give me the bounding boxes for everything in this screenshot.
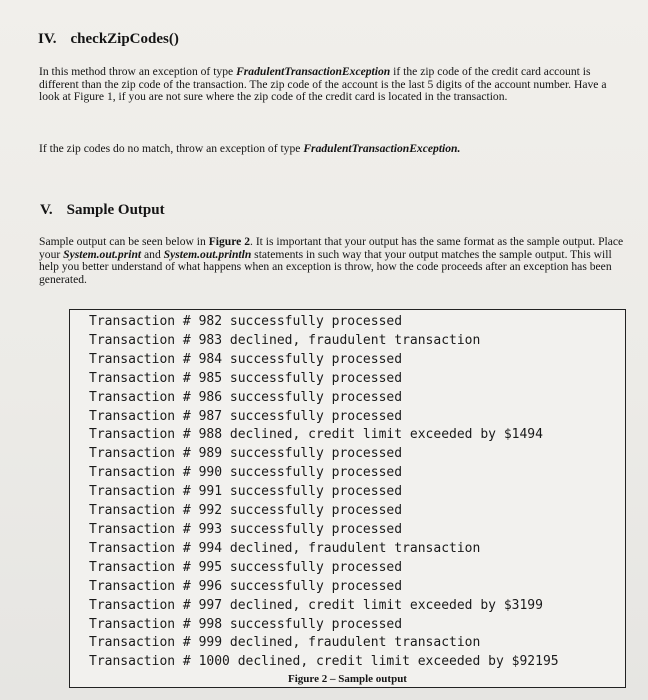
paragraph-text: Sample output can be seen below in <box>39 235 209 248</box>
section-v-title: Sample Output <box>66 202 165 218</box>
sample-output-line: Transaction # 986 successfully processed <box>89 389 403 405</box>
sample-output-line: Transaction # 982 successfully processed <box>89 314 403 329</box>
section-iv-paragraph-2 <box>39 143 624 156</box>
bold-text: Figure 2 <box>208 235 251 248</box>
paragraph-text: If the zip codes do no match, throw an exception of type <box>39 142 304 155</box>
sample-output-box <box>69 309 626 675</box>
emphasized-text: FradulentTransactionException. <box>303 142 461 155</box>
sample-output-line: Transaction # 994 declined, fraudulent transaction <box>89 540 481 556</box>
section-v-paragraph-1 <box>39 236 627 286</box>
paragraph-text: statements in such way that your output matches the sample output. This will help you better understand of what happens when an exception is throw, how the code proceeds after an exception has been generated. <box>39 247 612 286</box>
figure-caption: Figure 2 – Sample output <box>69 672 626 688</box>
sample-output-line: Transaction # 991 successfully processed <box>89 484 403 500</box>
section-v-heading <box>40 202 165 219</box>
sample-output-line: Transaction # 992 successfully processed <box>89 503 403 519</box>
paragraph-text: if the zip code of the credit card account is different than the zip code of the transaction. The zip code of the account is the last 5 digits of the account number. Have a look at Figure 1, if you are not sure where the zip code of the credit card is located in the transaction. <box>39 65 607 104</box>
sample-output-line: Transaction # 985 successfully processed <box>89 370 403 386</box>
sample-output-line: Transaction # 996 successfully processed <box>89 578 403 594</box>
sample-output-line: Transaction # 990 successfully processed <box>89 465 403 481</box>
section-iv-title: checkZipCodes() <box>70 31 179 47</box>
sample-output-lines <box>89 313 625 672</box>
section-iv-paragraph-1 <box>39 66 624 104</box>
sample-output-line: Transaction # 983 declined, fraudulent transaction <box>89 332 481 348</box>
sample-output-line: Transaction # 998 successfully processed <box>89 616 403 632</box>
sample-output-line: Transaction # 997 declined, credit limit exceeded by $3199 <box>89 597 543 613</box>
section-iv-number: IV. <box>38 31 57 47</box>
sample-output-line: Transaction # 1000 declined, credit limit exceeded by $92195 <box>89 654 559 670</box>
sample-output-line: Transaction # 988 declined, credit limit exceeded by $1494 <box>89 427 543 443</box>
sample-output-line: Transaction # 995 successfully processed <box>89 559 403 575</box>
sample-output-line: Transaction # 987 successfully processed <box>89 408 403 424</box>
paragraph-text: . It is important that your output has the same format as the sample output. Place your <box>39 235 624 261</box>
emphasized-text: FradulentTransactionException <box>236 65 391 78</box>
paragraph-text: and <box>141 247 164 261</box>
section-v-number: V. <box>40 202 53 218</box>
sample-output-line: Transaction # 999 declined, fraudulent transaction <box>89 635 481 651</box>
sample-output-line: Transaction # 984 successfully processed <box>89 351 403 367</box>
paragraph-text: In this method throw an exception of type <box>39 65 237 78</box>
sample-output-line: Transaction # 993 successfully processed <box>89 521 403 537</box>
sample-output-line: Transaction # 989 successfully processed <box>89 446 403 462</box>
emphasized-text: System.out.println <box>163 247 252 261</box>
emphasized-text: System.out.print <box>63 247 142 261</box>
section-iv-heading <box>38 31 179 48</box>
